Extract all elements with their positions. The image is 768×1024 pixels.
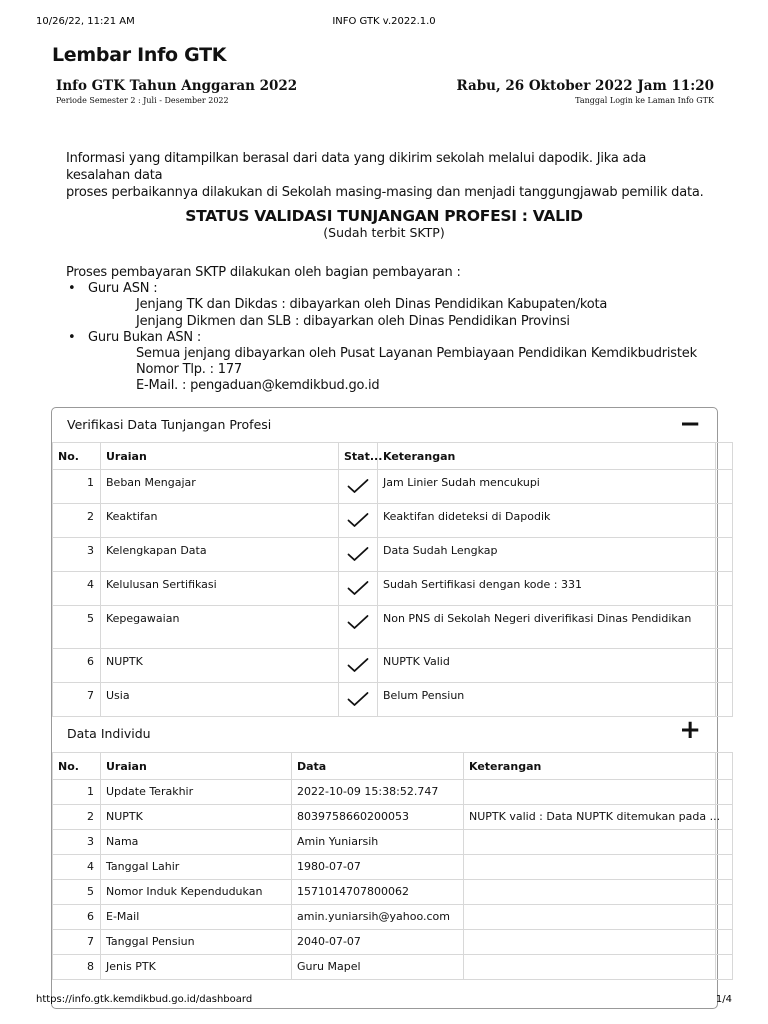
period-info [56,78,297,105]
status-cell [339,538,378,572]
status-cell [339,649,378,683]
asn-line-1: Jenjang TK dan Dikdas : dibayarkan oleh Dinas Pendidikan Kabupaten/kota [136,297,608,313]
row-data: 1571014707800062 [292,880,464,905]
col-status[interactable]: Stat... [339,443,378,470]
table-row [53,855,733,880]
status-cell [339,504,378,538]
row-spacer [716,538,733,572]
collapse-toggle[interactable]: − [679,409,701,439]
verifikasi-header-row [53,443,733,470]
row-uraian: Usia [101,683,339,717]
table-row [53,905,733,930]
row-data: 8039758660200053 [292,805,464,830]
row-number: 7 [53,683,101,717]
row-keterangan: NUPTK Valid [378,649,716,683]
status-cell [339,470,378,504]
table-row [53,830,733,855]
payment-asn [66,281,726,330]
row-keterangan: Keaktifan dideteksi di Dapodik [378,504,716,538]
validation-status [0,207,768,240]
table-row [53,780,733,805]
notice-line-2: proses perbaikannya dilakukan di Sekolah masing-masing dan menjadi tanggungjawab pemilik data. [66,185,704,200]
print-url: https://info.gtk.kemdikbud.go.id/dashboard [36,994,253,1005]
row-spacer [716,504,733,538]
check-icon [347,691,369,707]
row-data: 2040-07-07 [292,930,464,955]
row-data: 2022-10-09 15:38:52.747 [292,780,464,805]
row-uraian: E-Mail [101,905,292,930]
row-uraian: Update Terakhir [101,780,292,805]
phone-number: Nomor Tlp. : 177 [136,362,242,378]
table-row [53,805,733,830]
email-address: E-Mail. : pengaduan@kemdikbud.go.id [136,378,380,394]
table-row [53,649,733,683]
col-keterangan: Keterangan [378,443,716,470]
row-data: 1980-07-07 [292,855,464,880]
row-uraian: Tanggal Pensiun [101,930,292,955]
row-keterangan [464,855,716,880]
login-subtitle: Tanggal Login ke Laman Info GTK [575,96,714,105]
row-uraian: Jenis PTK [101,955,292,980]
row-uraian: Kelulusan Sertifikasi [101,572,339,606]
period-title: Info GTK Tahun Anggaran 2022 [56,78,298,94]
status-title: STATUS VALIDASI TUNJANGAN PROFESI : VALID [185,207,583,225]
status-subtitle: (Sudah terbit SKTP) [323,225,445,240]
row-number: 4 [53,572,101,606]
row-number: 3 [53,538,101,572]
col-uraian: Uraian [101,443,339,470]
row-spacer [716,572,733,606]
payment-list [66,281,726,394]
page-title: Lembar Info GTK [52,44,227,66]
print-page-number: 1/4 [715,994,732,1005]
payment-intro: Proses pembayaran SKTP dilakukan oleh bagian pembayaran : [66,265,461,280]
table-row [53,683,733,717]
row-spacer [716,780,733,805]
row-uraian: Kepegawaian [101,606,339,649]
col-no: No. [53,753,101,780]
non-asn-label: • Guru Bukan ASN : [88,329,202,345]
asn-line-2: Jenjang Dikmen dan SLB : dibayarkan oleh Dinas Pendidikan Provinsi [136,313,570,329]
payment-non-asn [66,330,726,395]
row-keterangan: Sudah Sertifikasi dengan kode : 331 [378,572,716,606]
row-uraian: NUPTK [101,805,292,830]
row-keterangan [464,880,716,905]
individu-header [52,717,717,751]
individu-header-row [53,753,733,780]
col-spacer [716,443,733,470]
notice-line-1: Informasi yang ditampilkan berasal dari data yang dikirim sekolah melalui dapodik. Jika ada kesalahan data [66,151,647,183]
row-data: amin.yuniarsih@yahoo.com [292,905,464,930]
row-number: 5 [53,606,101,649]
row-data: Amin Yuniarsih [292,830,464,855]
check-icon [347,614,369,630]
table-row [53,470,733,504]
status-cell [339,606,378,649]
row-uraian: NUPTK [101,649,339,683]
table-row [53,880,733,905]
table-row [53,538,733,572]
table-row [53,606,733,649]
col-uraian: Uraian [101,753,292,780]
verifikasi-table [52,442,733,717]
individu-table [52,752,733,980]
check-icon [347,580,369,596]
col-data: Data [292,753,464,780]
period-subtitle: Periode Semester 2 : Juli - Desember 2022 [56,96,229,105]
row-data: Guru Mapel [292,955,464,980]
col-keterangan: Keterangan [464,753,716,780]
check-icon [347,478,369,494]
row-spacer [716,649,733,683]
individu-body [53,780,733,980]
row-number: 8 [53,955,101,980]
row-spacer [716,955,733,980]
login-datetime: Rabu, 26 Oktober 2022 Jam 11:20 [456,78,714,94]
row-number: 1 [53,780,101,805]
payment-info [66,265,726,395]
row-spacer [716,930,733,955]
row-number: 6 [53,905,101,930]
row-spacer [716,683,733,717]
row-number: 1 [53,470,101,504]
status-cell [339,572,378,606]
print-doc-title: INFO GTK v.2022.1.0 [332,16,436,27]
row-spacer [716,830,733,855]
check-icon [347,512,369,528]
check-icon [347,546,369,562]
row-keterangan: Belum Pensiun [378,683,716,717]
login-info [456,78,714,105]
row-number: 2 [53,504,101,538]
row-keterangan: Data Sudah Lengkap [378,538,716,572]
table-row [53,572,733,606]
row-spacer [716,905,733,930]
row-uraian: Nama [101,830,292,855]
row-spacer [716,606,733,649]
row-keterangan [464,830,716,855]
table-row [53,955,733,980]
row-number: 4 [53,855,101,880]
row-number: 5 [53,880,101,905]
row-spacer [716,855,733,880]
row-spacer [716,470,733,504]
print-datetime: 10/26/22, 11:21 AM [36,16,135,27]
asn-label: • Guru ASN : [88,281,158,297]
row-spacer [716,880,733,905]
individu-title: Data Individu [67,726,151,741]
row-keterangan [464,780,716,805]
verifikasi-title: Verifikasi Data Tunjangan Profesi [67,417,272,432]
row-number: 7 [53,930,101,955]
row-keterangan: Non PNS di Sekolah Negeri diverifikasi Dinas Pendidikan [378,606,716,649]
row-uraian: Keaktifan [101,504,339,538]
row-number: 3 [53,830,101,855]
row-uraian: Nomor Induk Kependudukan [101,880,292,905]
col-no: No. [53,443,101,470]
verifikasi-body [53,470,733,717]
row-uraian: Beban Mengajar [101,470,339,504]
table-row [53,504,733,538]
row-uraian: Kelengkapan Data [101,538,339,572]
check-icon [347,657,369,673]
row-number: 6 [53,649,101,683]
expand-toggle[interactable]: + [679,715,701,745]
status-cell [339,683,378,717]
info-panel [51,407,721,1009]
verifikasi-header [52,408,717,442]
col-spacer [716,753,733,780]
table-row [53,930,733,955]
row-number: 2 [53,805,101,830]
row-keterangan [464,930,716,955]
row-keterangan: NUPTK valid : Data NUPTK ditemukan pada ... [464,805,716,830]
row-keterangan [464,955,716,980]
data-notice [66,150,706,201]
row-uraian: Tanggal Lahir [101,855,292,880]
row-keterangan [464,905,716,930]
non-asn-line-1: Semua jenjang dibayarkan oleh Pusat Layanan Pembiayaan Pendidikan Kemdikbudristek [136,346,697,362]
row-keterangan: Jam Linier Sudah mencukupi [378,470,716,504]
